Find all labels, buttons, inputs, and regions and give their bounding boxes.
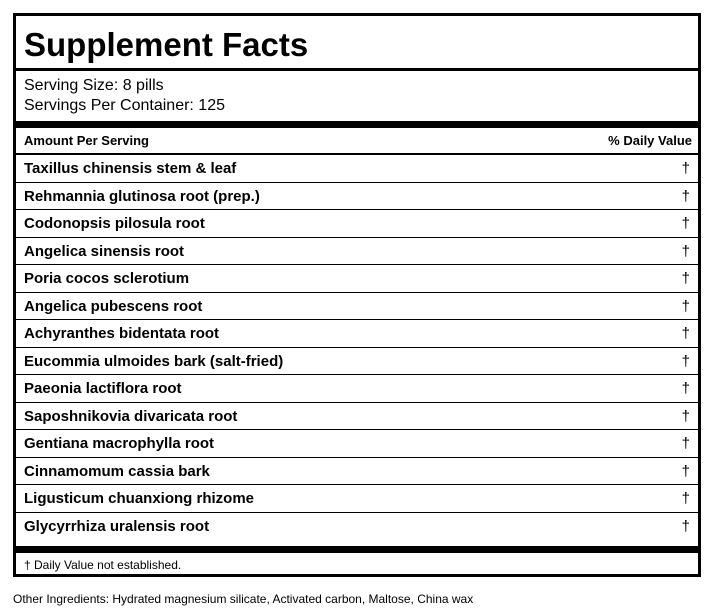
ingredient-daily-value: †: [681, 380, 690, 397]
ingredient-row: [16, 238, 698, 266]
thick-divider-bottom: [16, 546, 698, 553]
ingredient-daily-value: †: [681, 325, 690, 342]
ingredient-row: [16, 485, 698, 513]
footnote: † Daily Value not established.: [24, 558, 182, 572]
ingredient-name: Ligusticum chuanxiong rhizome: [24, 490, 255, 507]
ingredient-name: Codonopsis pilosula root: [24, 215, 205, 232]
ingredient-name: Poria cocos sclerotium: [24, 270, 190, 287]
title-divider: [16, 68, 698, 71]
ingredient-name: Glycyrrhiza uralensis root: [24, 517, 210, 535]
other-ingredients: Other Ingredients: Hydrated magnesium silicate, Activated carbon, Maltose, China wax: [13, 592, 474, 606]
ingredient-row: [16, 265, 698, 293]
serving-size: Serving Size: 8 pills: [24, 77, 164, 94]
ingredient-row: [16, 348, 698, 376]
ingredient-row: [16, 183, 698, 211]
ingredient-daily-value: †: [681, 462, 690, 480]
ingredient-name: Rehmannia glutinosa root (prep.): [24, 187, 260, 205]
supplement-facts-panel: [13, 13, 701, 577]
ingredient-name: Paeonia lactiflora root: [24, 380, 182, 397]
ingredient-daily-value: †: [681, 242, 690, 260]
ingredient-daily-value: †: [681, 270, 690, 287]
table-header: [16, 128, 698, 153]
amount-per-serving-label: Amount Per Serving: [24, 133, 149, 148]
ingredient-row: [16, 155, 698, 183]
servings-per-container: Servings Per Container: 125: [24, 97, 225, 114]
ingredient-row: [16, 320, 698, 348]
ingredient-row: [16, 293, 698, 321]
ingredient-daily-value: †: [681, 490, 690, 507]
ingredient-name: Taxillus chinensis stem & leaf: [24, 160, 237, 177]
ingredient-daily-value: †: [681, 160, 690, 177]
ingredient-daily-value: †: [681, 407, 690, 425]
ingredient-name: Gentiana macrophylla root: [24, 435, 215, 452]
ingredient-name: Eucommia ulmoides bark (salt-fried): [24, 352, 284, 370]
ingredient-row: [16, 375, 698, 403]
ingredient-name: Angelica pubescens root: [24, 297, 203, 315]
thick-divider-top: [16, 121, 698, 128]
ingredient-row: [16, 513, 698, 541]
ingredient-row: [16, 430, 698, 458]
ingredient-row: [16, 210, 698, 238]
ingredient-daily-value: †: [681, 297, 690, 315]
ingredient-daily-value: †: [681, 352, 690, 370]
ingredient-row: [16, 458, 698, 486]
panel-title: Supplement Facts: [24, 26, 309, 63]
ingredient-daily-value: †: [681, 215, 690, 232]
ingredient-daily-value: †: [681, 435, 690, 452]
ingredient-row: [16, 403, 698, 431]
ingredient-name: Achyranthes bidentata root: [24, 325, 220, 342]
ingredient-daily-value: †: [681, 517, 690, 535]
daily-value-label: % Daily Value: [608, 133, 692, 148]
ingredient-name: Angelica sinensis root: [24, 242, 185, 260]
ingredient-name: Saposhnikovia divaricata root: [24, 407, 238, 425]
ingredient-list: [16, 155, 698, 540]
ingredient-daily-value: †: [681, 187, 690, 205]
ingredient-name: Cinnamomum cassia bark: [24, 462, 210, 480]
